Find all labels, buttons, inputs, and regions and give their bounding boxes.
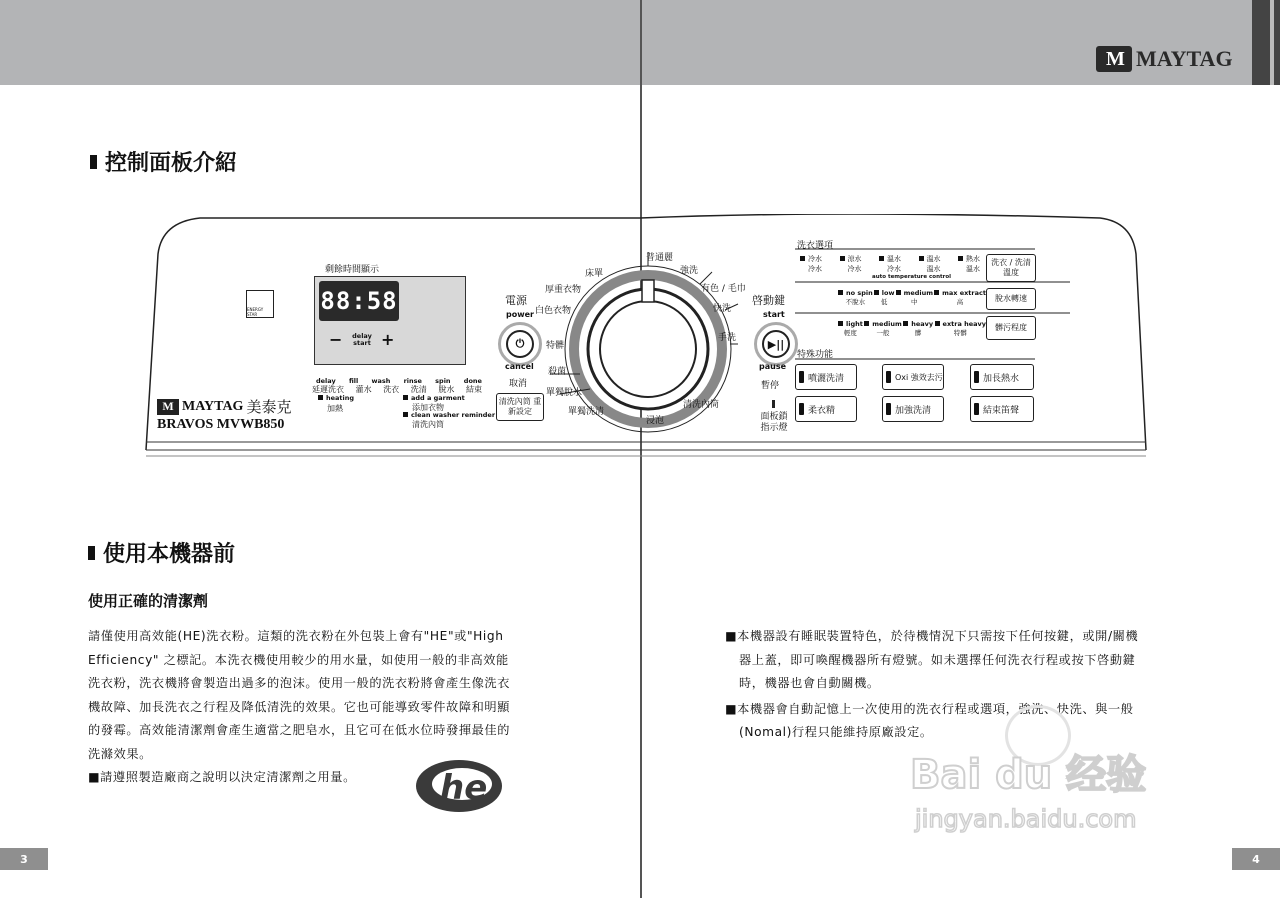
section-title-control-panel: 控制面板介紹 [90, 146, 237, 177]
special-title: 特殊功能 [797, 350, 834, 360]
status-cn-row: 延遲洗衣 灌水 洗衣 洗清 脫水 結束 [312, 385, 482, 394]
header-edge [1252, 0, 1280, 85]
extended-hot-button[interactable]: 加長熱水 [970, 364, 1034, 390]
page-number-left: 3 [0, 848, 48, 870]
maytag-wordmark: MAYTAG [1136, 46, 1233, 71]
time-display: 88:58 [319, 281, 399, 321]
detergent-paragraph: 請僅使用高效能(HE)洗衣粉。這類的洗衣粉在外包裝上會有"HE"或"High Efficiency" 之標記。本洗衣機使用較少的用水量，如使用一般的非高效能 洗衣粉，洗衣機將會製造出過多的泡沫。使用一般的洗衣粉將會產生像洗衣 機故障、加長洗衣之行程及降低清洗的效果。它也可能導致零件故障和明顯 的發霉。高效能清潔劑會產生適當之肥皂水，且它可在低水位時發揮最佳的 洗滌效果。 ■請遵照製造廠商之說明以決定清潔劑之用量。 [88, 625, 568, 790]
energy-star-icon: ENERGY STAR [246, 290, 274, 318]
cycle-clean-washer[interactable]: 清洗內筒 [683, 400, 720, 410]
temp-options: 冷水 冷水 涼水 冷水 溫水 冷水 溫水 溫水 熱水 溫水 [800, 254, 980, 274]
pause-en: pause [759, 362, 787, 371]
heating-cn: 加熱 [327, 404, 343, 413]
temp-button[interactable]: 洗衣 / 洗清 溫度 [986, 254, 1036, 282]
cancel-cn: 取消 [509, 379, 528, 389]
header-edge-stripe [1270, 0, 1274, 85]
soil-button[interactable]: 髒污程度 [986, 316, 1036, 340]
detergent-amount-note: ■請遵照製造廠商之說明以決定清潔劑之用量。 [88, 770, 356, 784]
he-logo-icon [414, 755, 504, 817]
spin-button[interactable]: 脫水轉速 [986, 288, 1036, 310]
spin-options: no spin 不脫水 low 低 medium 中 max extract 高 [838, 289, 986, 306]
sleep-mode-note: ■本機器設有睡眠裝置特色，於待機情況下只需按下任何按鍵，或開/關機 器上蓋，即可喚醒機器所有燈號。如未選擇任何洗衣行程或按下啓動鍵 時，機器也會自動關機。 [725, 629, 1139, 690]
pause-cn: 暫停 [761, 381, 780, 391]
cycle-bulky[interactable]: 厚重衣物 [545, 285, 582, 295]
heating-indicator: heating [318, 394, 354, 402]
baidu-watermark: Bai du 经验 jingyan.baidu.com [905, 705, 1205, 855]
clean-reminder-indicator: clean washer reminder [403, 411, 495, 419]
minus-button[interactable]: − [329, 330, 343, 349]
power-button[interactable] [498, 322, 542, 366]
cycle-sanitize[interactable]: 殺菌 [548, 367, 567, 377]
add-garment-indicator: add a garment [403, 394, 465, 402]
cycle-dial[interactable] [598, 298, 682, 382]
cycle-heavy-soil[interactable]: 特髒 [546, 341, 565, 351]
cycle-rinse-only[interactable]: 單獨洗清 [568, 407, 605, 417]
spray-rinse-button[interactable]: 噴灑洗清 [795, 364, 857, 390]
bullet-square-icon [90, 155, 97, 169]
play-pause-icon: ▶|| [762, 330, 790, 358]
remaining-time-label: 剩餘時間顯示 [325, 265, 380, 275]
cycle-normal[interactable]: 普通麗 [646, 253, 674, 263]
clean-reminder-cn: 清洗內筒 [412, 420, 444, 429]
cycle-bedding[interactable]: 床單 [585, 269, 604, 279]
maytag-m-icon: M [157, 399, 179, 415]
power-icon: ⏻ [506, 330, 534, 358]
oxi-button[interactable]: Oxi 強效去污 [882, 364, 944, 390]
delay-start-label: delay start [352, 332, 372, 347]
add-garment-cn: 添加衣物 [412, 403, 444, 412]
extra-rinse-button[interactable]: 加強洗清 [882, 396, 944, 422]
start-cn: 啓動鍵 [752, 294, 785, 307]
bullet-square-icon [88, 546, 95, 560]
plus-button[interactable]: + [381, 330, 395, 349]
subheading-detergent: 使用正確的清潔劑 [88, 592, 209, 610]
cycle-colors-towels[interactable]: 有色 / 毛巾 [701, 284, 746, 294]
memory-note: ■本機器會自動記憶上一次使用的洗衣行程或選項，強洗、快洗、與一般 (Nomal)行程只能維持原廠設定。 [725, 701, 1134, 739]
fabric-softener-button[interactable]: 柔衣精 [795, 396, 857, 422]
panel-brand: M MAYTAG 美泰克 [157, 396, 291, 417]
options-title: 洗衣選項 [797, 241, 834, 251]
section-title-before-use: 使用本機器前 [88, 537, 235, 568]
cycle-heavy-duty[interactable]: 強洗 [680, 266, 699, 276]
clean-reset-button[interactable]: 清洗內筒 重新設定 [496, 393, 544, 421]
end-signal-button[interactable]: 結束笛聲 [970, 396, 1034, 422]
maytag-m-icon: M [1096, 46, 1132, 72]
maytag-logo [1096, 42, 1238, 76]
cycle-soak[interactable]: 浸泡 [646, 416, 665, 426]
model-name: BRAVOS MVWB850 [157, 417, 285, 432]
page-number-right: 4 [1232, 848, 1280, 870]
power-cn: 電源 [505, 294, 527, 307]
status-en-row: delay fill wash rinse spin done [316, 377, 482, 385]
lock-indicator-icon [772, 400, 775, 408]
power-en: power [506, 310, 534, 319]
cycle-handwash[interactable]: 手洗 [718, 333, 737, 343]
auto-temp-label: auto temperature control [872, 274, 951, 280]
start-pause-button[interactable] [754, 322, 798, 366]
cancel-en: cancel [505, 362, 534, 371]
soil-options: light 輕度 medium 一般 heavy 髒 extra heavy 特髒 [838, 320, 986, 337]
cycle-whites[interactable]: 白色衣物 [535, 306, 572, 316]
lock-label: 面板鎖 指示燈 [760, 412, 788, 433]
cycle-spin-only[interactable]: 單獨脫水 [546, 388, 583, 398]
svg-text:he: he [440, 768, 488, 808]
start-en: start [763, 310, 785, 319]
cycle-quick[interactable]: 快洗 [713, 304, 732, 314]
